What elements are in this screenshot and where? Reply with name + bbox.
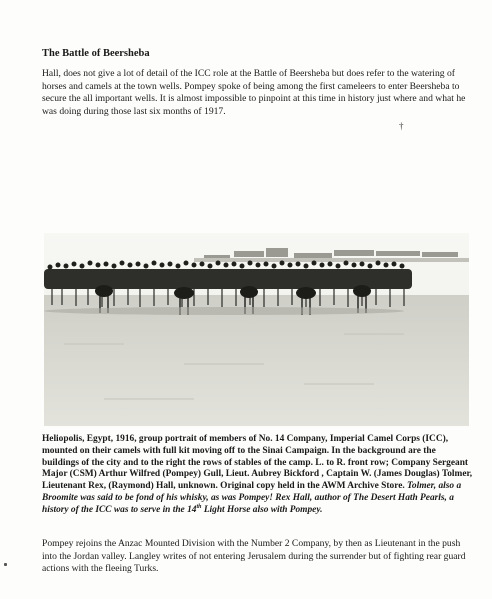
caption-superscript: th [196,503,202,510]
photo-caption [42,434,474,517]
closing-paragraph: Pompey rejoins the Anzac Mounted Division with the Number 2 Company, by then as Lieutenant in the push into the Jordan valley. Langley writes of not entering Jerusalem during the surrender but of fighting rear guard actions with the fleeing Turks. [42,538,466,574]
historical-photo [44,233,469,426]
scan-dot [4,563,7,566]
caption-text: Heliopolis, Egypt, 1916, group portrait of members of No. 14 Company, Imperial Camel Corps (ICC), mounted on their camels with full kit moving off to the Sinai Campaign. In the background are the buildings of the city and to the right the rows of stables of the camp. L. to R. front row; Company Sergeant Major (CSM) Arthur Wilfred (Pompey) Gull, Lieut. Aubrey Bickford , Captain W. (James Douglas) Tolmer, Lieutenant Rex, (Raymond) Hall, unknown. Original copy held in the AWM Archive Store. [42,434,473,492]
page-heading: The Battle of Beersheba [42,48,150,59]
scan-mark: † [399,121,404,131]
intro-paragraph: Hall, does not give a lot of detail of the ICC role at the Battle of Beersheba but does refer to the watering of horses and camels at the town wells. Pompey spoke of being among the first cameleers to enter Beersheba to secure the all important wells. It is almost impossible to pinpoint at this time in history just where and what he was doing during those last six months of 1917. [42,68,466,117]
caption-italic-text: Tolmer, also a Broomite was said to be fond of his whisky, as was Pompey! Rex Hall, author of The Desert Hath Pearls, a history of the ICC was to serve in the 14th Light Horse also with Pompey. [42,481,462,515]
